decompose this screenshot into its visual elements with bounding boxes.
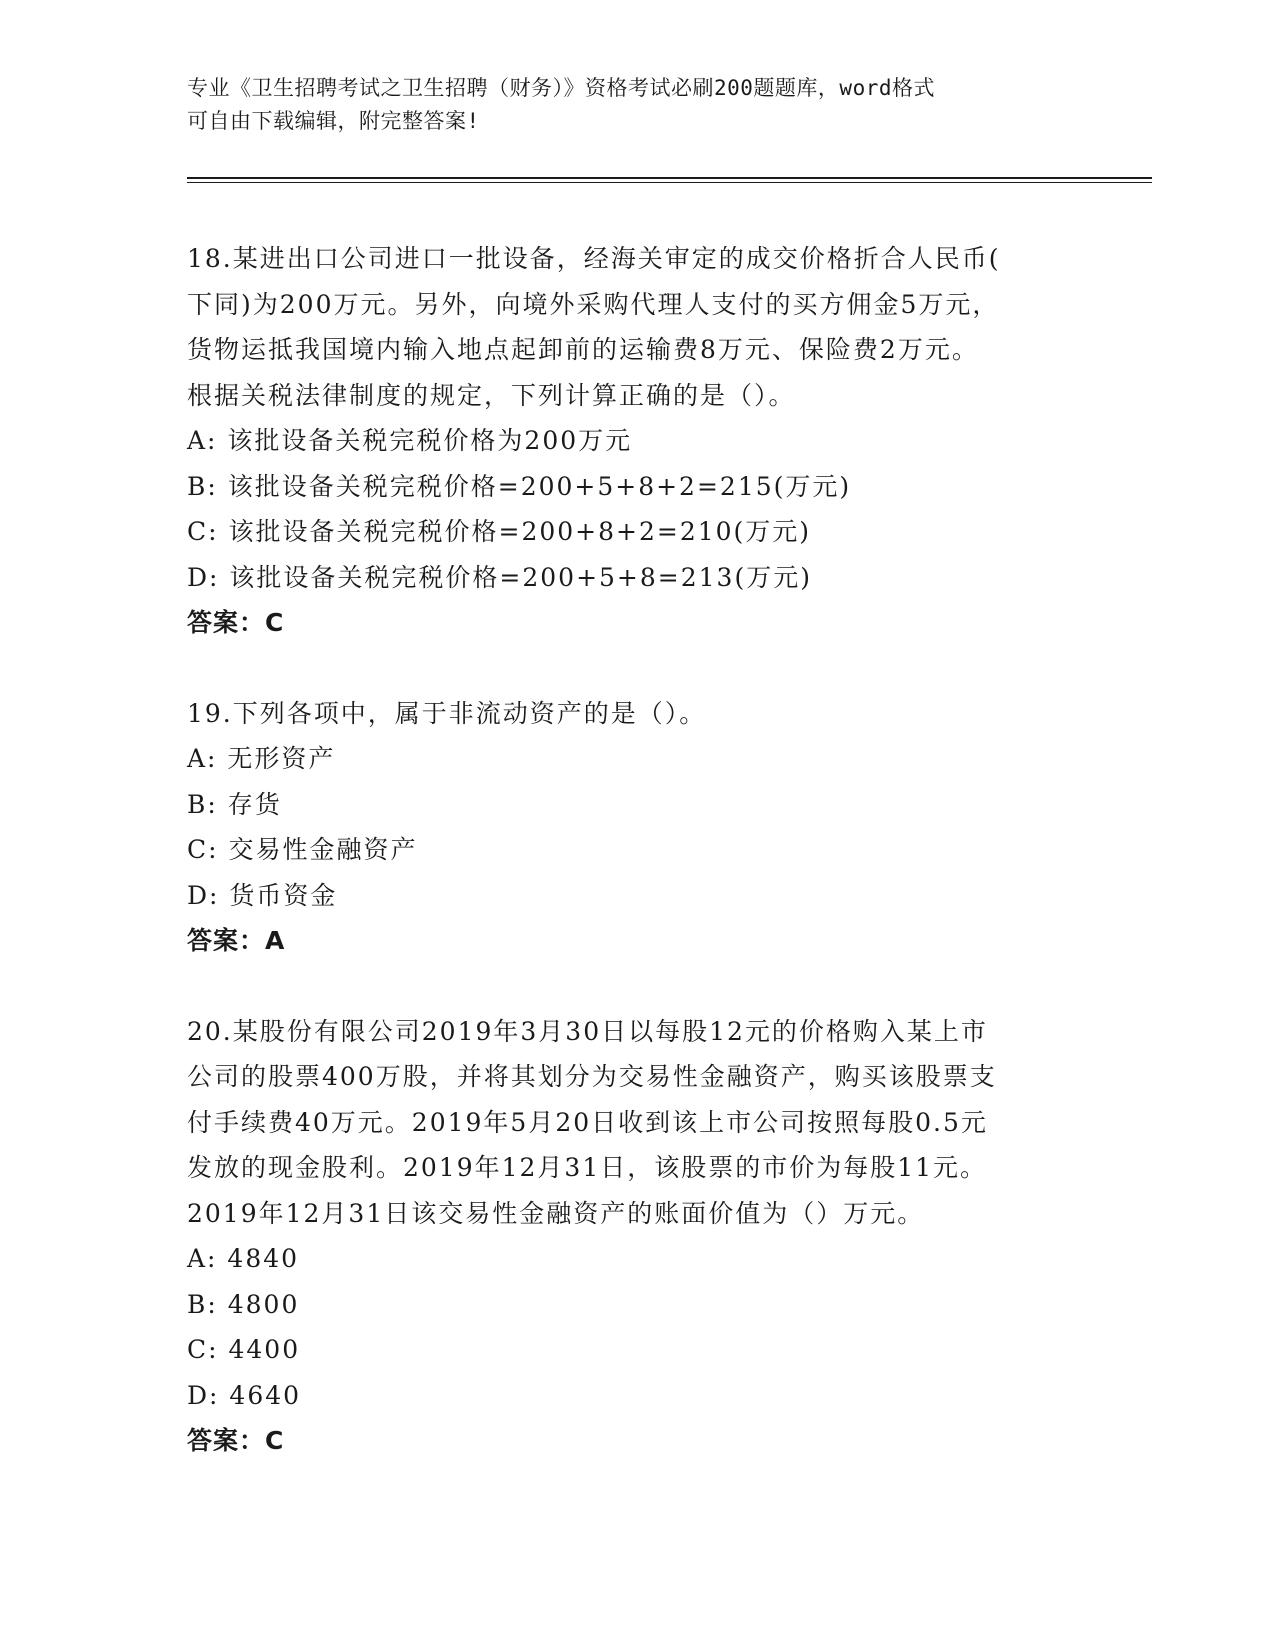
option-d: D: 该批设备关税完税价格=200+5+8=213(万元): [187, 562, 812, 592]
question-stem-line: 货物运抵我国境内输入地点起卸前的运输费8万元、保险费2万元。: [187, 335, 979, 364]
option-b: B: 4800: [187, 1289, 300, 1319]
option-c: C: 4400: [187, 1335, 301, 1364]
answer-line: 答案：A: [187, 926, 286, 955]
question-20: [187, 1009, 1087, 1464]
option-d: D: 4640: [187, 1380, 302, 1410]
answer-line: 答案：C: [187, 1426, 285, 1455]
question-stem-line: 2019年12月31日该交易性金融资产的账面价值为（）万元。: [187, 1198, 925, 1228]
header-line-2: 可自由下载编辑，附完整答案!: [187, 109, 480, 133]
question-stem-line: 发放的现金股利。2019年12月31日，该股票的市价为每股11元。: [187, 1153, 988, 1182]
answer-line: 答案：C: [187, 608, 285, 637]
question-stem-line: 下同)为200万元。另外，向境外采购代理人支付的买方佣金5万元，: [187, 289, 1000, 319]
option-b: B: 该批设备关税完税价格=200+5+8+2=215(万元): [187, 471, 852, 501]
option-a: A: 无形资产: [187, 744, 336, 773]
option-b: B: 存货: [187, 789, 282, 819]
question-18: [187, 236, 1087, 646]
header-divider-thin: [187, 182, 1152, 183]
question-stem-line: 付手续费40万元。2019年5月20日收到该上市公司按照每股0.5元: [187, 1107, 988, 1137]
header-divider-thick: [187, 177, 1152, 179]
document-header: [187, 72, 1087, 138]
question-19: [187, 691, 1087, 964]
option-a: A: 4840: [187, 1244, 300, 1273]
question-stem-line: 19.下列各项中，属于非流动资产的是（）。: [187, 698, 707, 728]
option-c: C: 该批设备关税完税价格=200+8+2=210(万元): [187, 517, 812, 546]
option-d: D: 货币资金: [187, 880, 338, 910]
option-c: C: 交易性金融资产: [187, 835, 418, 864]
question-stem-line: 18.某进出口公司进口一批设备，经海关审定的成交价格折合人民币(: [187, 244, 1001, 273]
question-stem-line: 公司的股票400万股，并将其划分为交易性金融资产，购买该股票支: [187, 1062, 997, 1091]
question-stem-line: 20.某股份有限公司2019年3月30日以每股12元的价格购入某上市: [187, 1016, 988, 1046]
question-stem-line: 根据关税法律制度的规定，下列计算正确的是（）。: [187, 380, 796, 410]
header-line-1: 专业《卫生招聘考试之卫生招聘（财务）》资格考试必刷200题题库，word格式: [187, 76, 935, 100]
question-list: [187, 236, 1087, 1509]
option-a: A: 该批设备关税完税价格为200万元: [187, 426, 633, 455]
